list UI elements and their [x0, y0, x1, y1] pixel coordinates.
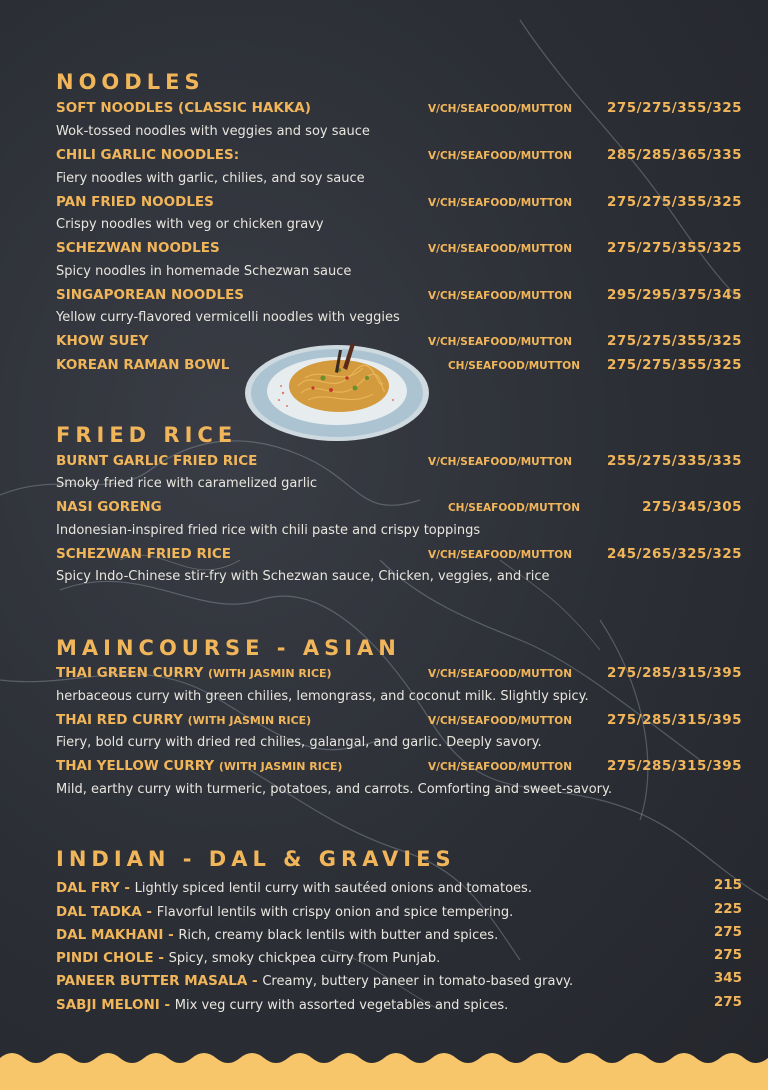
item-price: 275	[713, 994, 742, 1010]
item-description: Lightly spiced lentil curry with sautéed onions and tomatoes.	[134, 881, 532, 896]
separator: -	[119, 880, 135, 896]
item-price: 275/275/355/325	[606, 240, 742, 256]
item-name-text: THAI YELLOW CURRY	[56, 758, 215, 774]
item-name: SCHEZWAN NOODLES	[56, 240, 220, 256]
noodle-plate-image	[243, 338, 431, 444]
item-name-text: THAI RED CURRY	[56, 712, 183, 728]
item-name: PANEER BUTTER MASALA	[56, 973, 248, 989]
item-variants: CH/SEAFOOD/MUTTON	[447, 502, 580, 514]
item-variants: V/CH/SEAFOOD/MUTTON	[428, 668, 572, 680]
menu-item	[56, 240, 742, 262]
menu-item	[56, 147, 742, 169]
menu-item	[56, 924, 742, 946]
item-description: Rich, creamy black lentils with butter and spices.	[178, 928, 499, 943]
item-price: 275/275/355/325	[606, 100, 742, 116]
item-price: 275/275/355/325	[606, 194, 742, 210]
item-name: SINGAPOREAN NOODLES	[56, 287, 245, 303]
separator: -	[163, 927, 179, 943]
item-name: PAN FRIED NOODLES	[56, 194, 214, 210]
item-variants: V/CH/SEAFOOD/MUTTON	[428, 761, 572, 773]
menu-item	[56, 877, 742, 899]
separator: -	[141, 904, 157, 920]
item-variants: V/CH/SEAFOOD/MUTTON	[428, 715, 572, 727]
item-name	[56, 758, 342, 774]
item-price: 285/285/365/335	[606, 147, 742, 163]
item-variants: V/CH/SEAFOOD/MUTTON	[428, 197, 572, 209]
item-description: herbaceous curry with green chilies, lemongrass, and coconut milk. Slightly spicy.	[56, 689, 589, 704]
menu-item	[56, 100, 742, 122]
item-name	[56, 712, 311, 728]
item-description: Mix veg curry with assorted vegetables and spices.	[174, 998, 509, 1013]
item-price: 215	[713, 877, 742, 893]
item-price: 275/275/355/325	[606, 333, 742, 349]
menu-item	[56, 970, 742, 992]
item-name: SABJI MELONI	[56, 997, 160, 1013]
item-description: Wok-tossed noodles with veggies and soy sauce	[56, 124, 370, 139]
item-variants: V/CH/SEAFOOD/MUTTON	[428, 243, 572, 255]
menu-item	[56, 499, 742, 521]
item-price: 245/265/325/325	[606, 546, 742, 562]
section-title-noodles: NOODLES	[56, 70, 205, 94]
menu-item	[56, 665, 742, 687]
item-description: Flavorful lentils with crispy onion and spice tempering.	[156, 905, 514, 920]
item-description: Fiery noodles with garlic, chilies, and soy sauce	[56, 171, 365, 186]
item-name: DAL MAKHANI	[56, 927, 164, 943]
menu-item	[56, 712, 742, 734]
wavy-footer-border	[0, 1040, 768, 1090]
item-name: KHOW SUEY	[56, 333, 149, 349]
item-price: 275/275/355/325	[606, 357, 742, 373]
menu-item	[56, 287, 742, 309]
item-description: Mild, earthy curry with turmeric, potatoes, and carrots. Comforting and sweet-savory.	[56, 782, 613, 797]
item-name: SCHEZWAN FRIED RICE	[56, 546, 231, 562]
item-name: SOFT NOODLES (CLASSIC HAKKA)	[56, 100, 311, 116]
item-name-text: THAI GREEN CURRY	[56, 665, 204, 681]
item-variants: V/CH/SEAFOOD/MUTTON	[428, 290, 572, 302]
item-description: Fiery, bold curry with dried red chilies, galangal, and garlic. Deeply savory.	[56, 735, 542, 750]
item-variants: V/CH/SEAFOOD/MUTTON	[428, 336, 572, 348]
item-price: 345	[713, 970, 742, 986]
item-name: NASI GORENG	[56, 499, 162, 515]
item-name-note: (WITH JASMIN RICE)	[208, 667, 332, 680]
item-name: DAL TADKA	[56, 904, 142, 920]
item-price: 255/275/335/335	[606, 453, 742, 469]
item-price: 275/285/315/395	[606, 712, 742, 728]
item-price: 275/345/305	[642, 499, 742, 515]
section-title-indian: INDIAN - DAL & GRAVIES	[56, 847, 456, 871]
item-description: Spicy noodles in homemade Schezwan sauce	[56, 264, 352, 279]
item-description: Indonesian-inspired fried rice with chili paste and crispy toppings	[56, 523, 481, 538]
item-price: 225	[713, 901, 742, 917]
separator: -	[159, 997, 175, 1013]
section-title-fried-rice: FRIED RICE	[56, 423, 238, 447]
item-description: Smoky fried rice with caramelized garlic	[56, 476, 318, 491]
section-title-maincourse: MAINCOURSE - ASIAN	[56, 636, 401, 660]
item-description: Spicy Indo-Chinese stir-fry with Schezwan sauce, Chicken, veggies, and rice	[56, 569, 550, 584]
item-description: Yellow curry-flavored vermicelli noodles with veggies	[56, 310, 400, 325]
item-price: 275/285/315/395	[606, 758, 742, 774]
menu-item	[56, 194, 742, 216]
item-price: 275	[713, 924, 742, 940]
separator: -	[153, 950, 169, 966]
item-variants: V/CH/SEAFOOD/MUTTON	[428, 103, 572, 115]
item-description: Spicy, smoky chickpea curry from Punjab.	[168, 951, 441, 966]
menu-item	[56, 546, 742, 568]
item-name: KOREAN RAMAN BOWL	[56, 357, 230, 373]
item-price: 275/285/315/395	[606, 665, 742, 681]
item-description: Creamy, buttery paneer in tomato-based gravy.	[262, 974, 574, 989]
menu-item	[56, 453, 742, 475]
item-name-note: (WITH JASMIN RICE)	[187, 714, 312, 727]
item-name: PINDI CHOLE	[56, 950, 154, 966]
item-description: Crispy noodles with veg or chicken gravy	[56, 217, 324, 232]
item-variants: CH/SEAFOOD/MUTTON	[447, 360, 580, 372]
menu-item	[56, 994, 742, 1016]
item-variants: V/CH/SEAFOOD/MUTTON	[428, 456, 572, 468]
item-name: CHILI GARLIC NOODLES:	[56, 147, 240, 163]
menu-item	[56, 901, 742, 923]
item-variants: V/CH/SEAFOOD/MUTTON	[428, 150, 572, 162]
separator: -	[247, 973, 263, 989]
item-name	[56, 665, 332, 681]
item-name: BURNT GARLIC FRIED RICE	[56, 453, 258, 469]
menu-item	[56, 758, 742, 780]
item-name: DAL FRY	[56, 880, 120, 896]
menu-item	[56, 947, 742, 969]
item-price: 295/295/375/345	[606, 287, 742, 303]
item-name-note: (WITH JASMIN RICE)	[218, 760, 343, 773]
item-variants: V/CH/SEAFOOD/MUTTON	[428, 549, 572, 561]
item-price: 275	[713, 947, 742, 963]
